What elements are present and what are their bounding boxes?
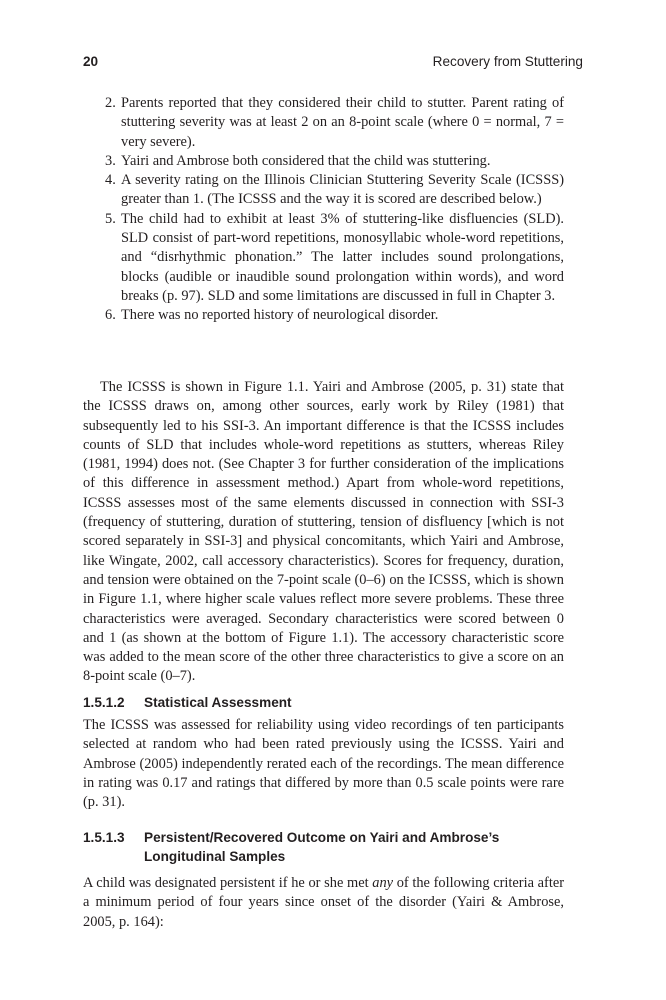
icsss-paragraph: The ICSSS is shown in Figure 1.1. Yairi and Ambrose (2005, p. 31) state that the ICSSS draws on, among other sources, early work by Riley (1981) that subsequently led to his SSI-3. An important difference is that the ICSSS includes counts of SLD that includes whole-word repetitions as stutters, whereas Riley (1981, 1994) does not. (See Chapter 3 for further consideration of the implications of this difference in assessment method.) Apart from whole-word repetitions, ICSSS assesses most of the same elements discussed in connection with SSI-3 (frequency of stuttering, duration of stuttering, tension of disfluency [which is not scored separately in SSI-3] and physical concomitants, which Yairi and Ambrose, like Wingate, 2002, call accessory characteristics). Scores for frequency, duration, and tension were obtained on the 7-point scale (0–6) on the ICSSS, which is shown in Figure 1.1, where higher scale values reflect more severe problems. These three characteristics were averaged. Secondary characteristics were scored between 0 and 1 (as shown at the bottom of Figure 1.1). The accessory characteristic score was added to the mean score of the other three characteristics to give a score on an 8-point scale (0–7). — [83, 379, 564, 685]
section-heading-statistical-assessment — [83, 693, 564, 712]
list-item-number: 4. — [105, 172, 116, 189]
inclusion-criteria-list — [105, 94, 564, 326]
list-item-number: 3. — [105, 152, 116, 169]
list-item-text: There was no reported history of neurological disorder. — [121, 307, 439, 324]
list-item — [105, 306, 564, 325]
list-item — [105, 152, 564, 171]
section-heading-persistent-recovered — [83, 828, 564, 866]
section-number: 1.5.1.3 — [83, 830, 125, 845]
section-title: Persistent/Recovered Outcome on Yairi and Ambrose’s Longitudinal Samples — [144, 830, 500, 864]
page-number: 20 — [83, 54, 99, 69]
emphasis-text: any — [372, 875, 394, 891]
running-head — [83, 52, 583, 72]
list-item-number: 6. — [105, 307, 116, 324]
section-number: 1.5.1.2 — [83, 695, 125, 710]
list-item-number: 2. — [105, 95, 116, 111]
running-title: Recovery from Stuttering — [432, 54, 583, 69]
list-item-text: Parents reported that they considered their child to stutter. Parent rating of stuttering severity was at least 2 on an 8-point scale (where 0 = normal, 7 = very severe). — [121, 95, 564, 150]
section-title: Statistical Assessment — [144, 695, 292, 710]
paragraph-text: of the following criteria after a minimum period of four years since onset of the disorder (Yairi & Ambrose, 2005, p. 164): — [83, 875, 564, 930]
paragraph-text: A child was designated persistent if he or she met — [83, 875, 373, 891]
list-item-number: 5. — [105, 210, 116, 227]
list-item — [105, 171, 564, 210]
list-item-text: The child had to exhibit at least 3% of stuttering-like disfluencies (SLD). SLD consist of part-word repetitions, monosyllabic whole-word repetitions, and “disrhythmic phonation.” The latter includes sound prolongations, blocks (audible or inaudible sound prolongation within words), and word breaks (p. 97). SLD and some limitations are discussed in full in Chapter 3. — [121, 210, 564, 304]
list-item — [105, 210, 564, 306]
list-item-text: A severity rating on the Illinois Clinician Stuttering Severity Scale (ICSSS) greater than 1. (The ICSSS and the way it is scored are described below.) — [121, 172, 564, 208]
list-item — [105, 94, 564, 152]
persistent-definition-paragraph — [83, 874, 564, 932]
list-item-text: Yairi and Ambrose both considered that the child was stuttering. — [121, 152, 491, 169]
statistical-assessment-paragraph: The ICSSS was assessed for reliability using video recordings of ten participants selected at random who had been rated previously using the ICSSS. Yairi and Ambrose (2005) independently rerated each of the recordings. The mean difference in rating was 0.17 and ratings that differed by more than 0.5 scale points were rare (p. 31). — [83, 717, 564, 811]
